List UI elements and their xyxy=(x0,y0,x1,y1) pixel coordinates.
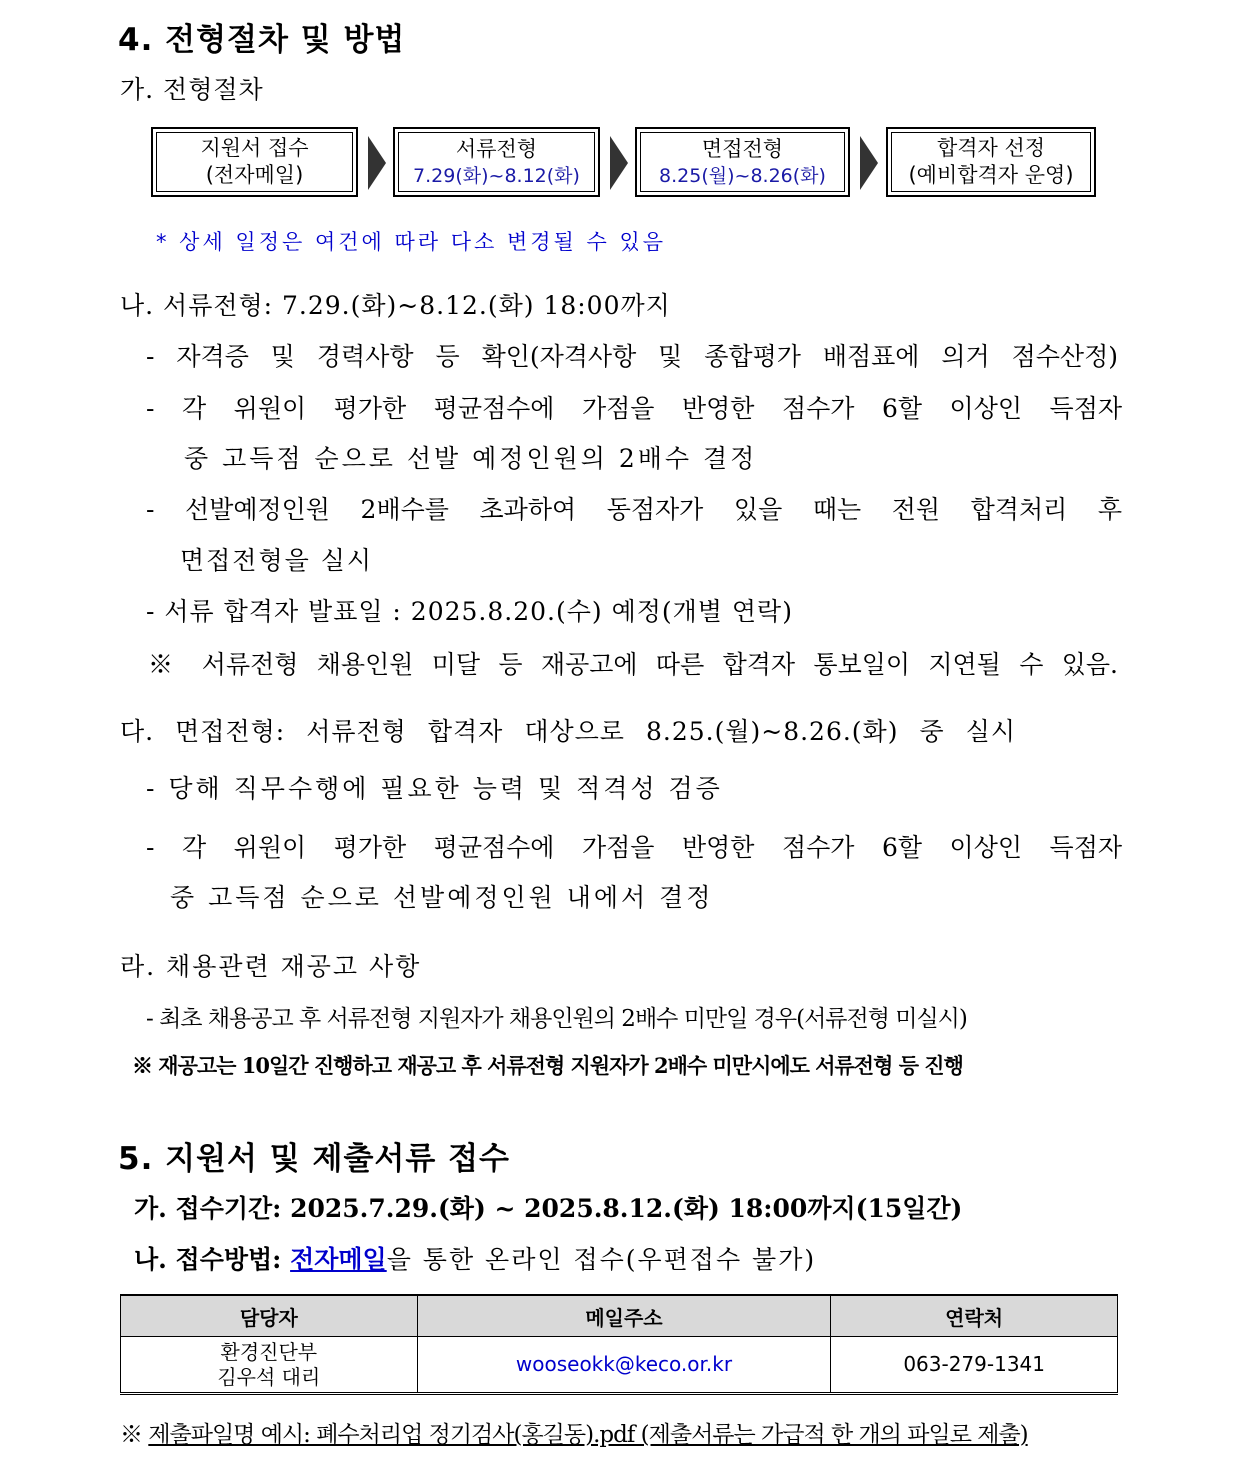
da-item-2-cont: 중 고득점 순으로 선발예정인원 내에서 결정 xyxy=(170,883,714,912)
contact-table xyxy=(120,1294,1118,1395)
arrow-right-icon xyxy=(860,136,878,190)
table-header-row xyxy=(121,1295,1118,1337)
na-item-2: - 각 위원이 평가한 평균점수에 가점을 반영한 점수가 6할 이상인 득점자 xyxy=(146,394,1122,423)
header-person: 담당자 xyxy=(121,1295,418,1337)
person-name: 김우석 대리 xyxy=(217,1364,321,1389)
section5-na xyxy=(134,1240,816,1276)
step-label: 면접전형 xyxy=(701,136,784,161)
table-row xyxy=(121,1337,1118,1394)
file-name-footnote xyxy=(120,1416,1028,1449)
ra-note: ※ 재공고는 10일간 진행하고 재공고 후 서류전형 지원자가 2배수 미만시에도 서류전형 등 진행 xyxy=(132,1053,963,1078)
arrow-right-icon xyxy=(610,136,628,190)
step-label: 서류전형 xyxy=(455,136,538,161)
step-label: 지원서 접수 xyxy=(200,136,309,160)
arrow-right-icon xyxy=(368,136,386,190)
step-interview xyxy=(635,127,850,197)
step-document-screening xyxy=(393,127,600,197)
step-application xyxy=(151,127,358,197)
na-item-1: - 자격증 및 경력사항 등 확인(자격사항 및 종합평가 배점표에 의거 점수산정) xyxy=(146,342,1118,371)
section4-da-title: 다. 면접전형: 서류전형 합격자 대상으로 8.25.(월)~8.26.(화) 중 실시 xyxy=(120,717,1016,746)
section4-ra-title: 라. 채용관련 재공고 사항 xyxy=(120,952,422,981)
person-dept: 환경진단부 xyxy=(220,1339,318,1364)
da-item-2: - 각 위원이 평가한 평균점수에 가점을 반영한 점수가 6할 이상인 득점자 xyxy=(146,833,1122,862)
cell-email xyxy=(417,1337,831,1394)
na-note: ※ 서류전형 채용인원 미달 등 재공고에 따른 합격자 통보일이 지연될 수 있음. xyxy=(148,650,1118,679)
cell-phone: 063-279-1341 xyxy=(831,1337,1118,1394)
na-item-3: - 선발예정인원 2배수를 초과하여 동점자가 있을 때는 전원 합격처리 후 xyxy=(146,495,1122,524)
step-sub: 7.29(화)~8.12(화) xyxy=(413,164,580,187)
header-email: 메일주소 xyxy=(417,1295,831,1337)
section5-title: 5. 지원서 및 제출서류 접수 xyxy=(118,1141,510,1177)
cell-person xyxy=(121,1337,418,1394)
section4-title: 4. 전형절차 및 방법 xyxy=(118,22,406,58)
na-item-2-cont: 중 고득점 순으로 선발 예정인원의 2배수 결정 xyxy=(184,444,758,473)
ra-item: - 최초 채용공고 후 서류전형 지원자가 채용인원의 2배수 미만일 경우(서류전형 미실시) xyxy=(146,1006,967,1032)
na-suffix: 을 통한 온라인 접수(우편접수 불가) xyxy=(386,1245,817,1274)
step-sub: (예비합격자 운영) xyxy=(908,163,1074,187)
section4-na-title: 나. 서류전형: 7.29.(화)~8.12.(화) 18:00까지 xyxy=(120,291,671,320)
footnote-mark: ※ xyxy=(120,1422,149,1448)
footnote-text: 제출파일명 예시: 폐수처리업 정기검사(홍길동).pdf (제출서류는 가급적 한 개의 파일로 제출) xyxy=(148,1422,1028,1448)
section5-ga: 가. 접수기간: 2025.7.29.(화) ~ 2025.8.12.(화) 18:00까지(15일간) xyxy=(134,1194,963,1223)
header-phone: 연락처 xyxy=(831,1295,1118,1337)
email-method-link[interactable]: 전자메일 xyxy=(290,1245,387,1274)
step-final-selection xyxy=(886,127,1096,197)
section4-ga-title: 가. 전형절차 xyxy=(120,75,264,104)
step-label: 합격자 선정 xyxy=(936,136,1046,160)
step-sub: 8.25(월)~8.26(화) xyxy=(659,164,826,187)
na-item-3-cont: 면접전형을 실시 xyxy=(180,546,373,575)
na-prefix: 나. 접수방법: xyxy=(134,1245,291,1274)
email-link[interactable]: wooseokk@keco.or.kr xyxy=(515,1352,733,1376)
na-item-4: - 서류 합격자 발표일 : 2025.8.20.(수) 예정(개별 연락) xyxy=(146,597,793,626)
step-sub: (전자메일) xyxy=(205,163,304,187)
schedule-note: * 상세 일정은 여건에 따라 다소 변경될 수 있음 xyxy=(156,230,667,254)
da-item-1: - 당해 직무수행에 필요한 능력 및 적격성 검증 xyxy=(146,774,723,803)
